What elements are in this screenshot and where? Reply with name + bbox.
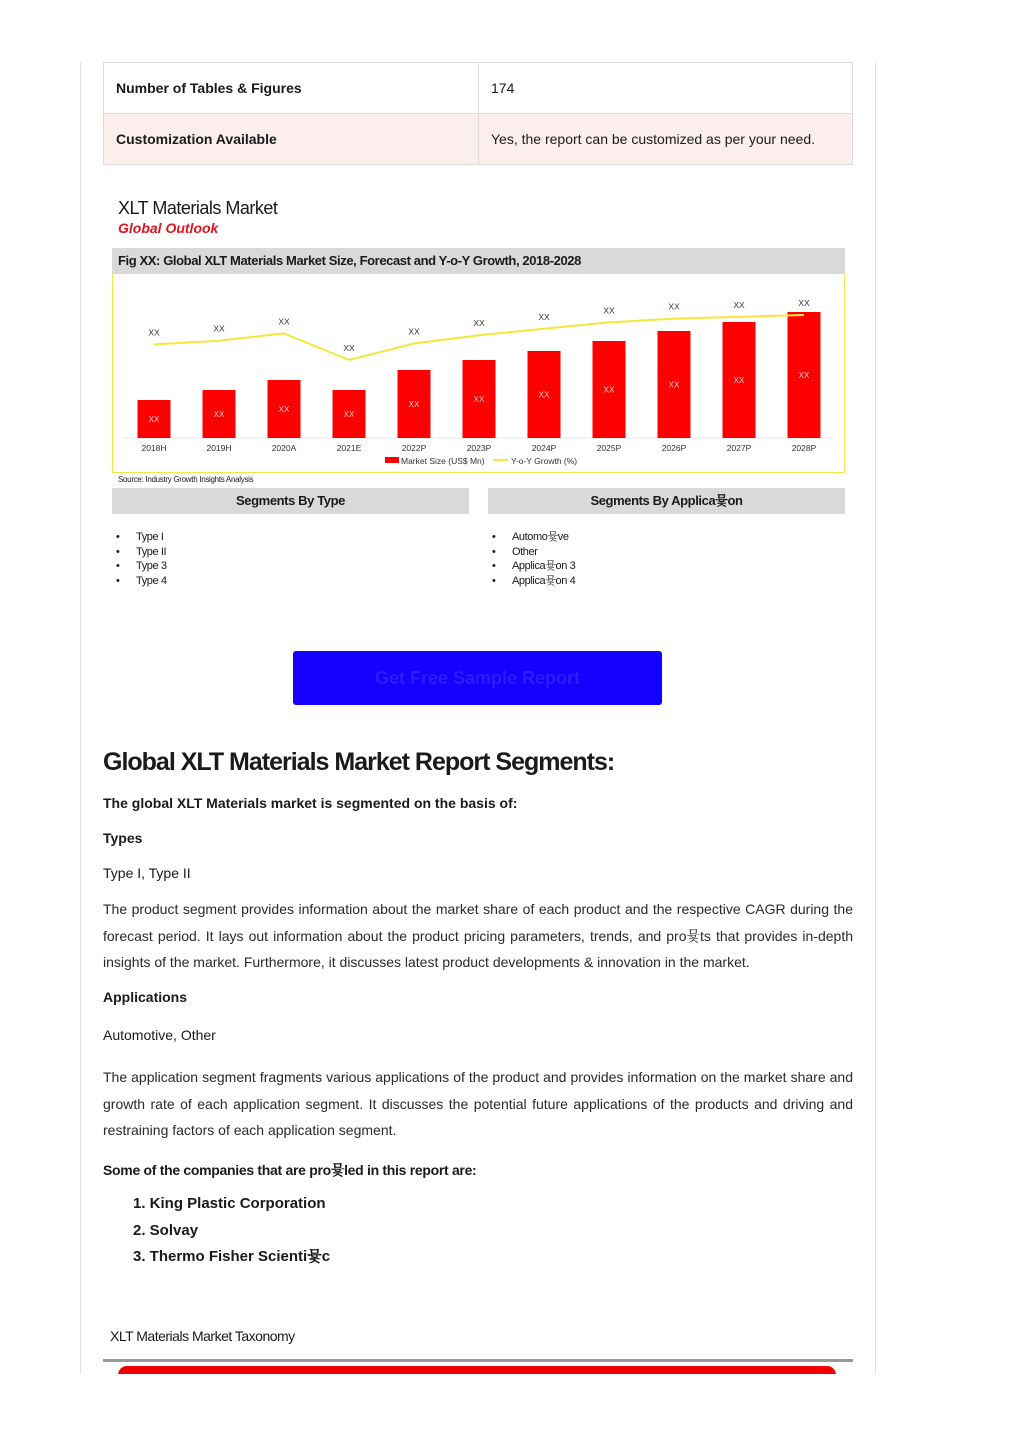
bar-data-label: XX (733, 376, 745, 385)
line-data-label: XX (213, 323, 225, 334)
types-description: The product segment provides information about the market share of each product and the respective CAGR during the forecast period. It lays out information about the product pricing parameters, trends, and pro뮻ts that provides in-depth insights of the market. Furthermore, it discusses latest product developments & innovation in the market. (103, 901, 853, 970)
list-item: • Type 3 (112, 559, 167, 574)
bar-data-label: XX (538, 390, 550, 400)
list-item: • Applica뮻on 4 (488, 574, 575, 589)
table-row (104, 114, 853, 165)
info-label: Number of Tables & Figures (104, 63, 479, 114)
type-segment-list (112, 530, 167, 588)
segments-by-type-heading: Segments By Type (112, 488, 469, 514)
line-data-label: XX (668, 301, 680, 312)
x-tick-label: 2028P (791, 443, 817, 453)
companies-list (133, 1191, 330, 1271)
info-value: Yes, the report can be customized as per your need. (479, 114, 853, 165)
bar-data-label: XX (148, 415, 160, 424)
x-tick-label: 2025P (596, 443, 622, 453)
bar-data-label: XX (213, 410, 225, 419)
legend-label: Y-o-Y Growth (%) (511, 456, 578, 466)
x-tick-label: 2022P (401, 443, 427, 453)
table-row (104, 63, 853, 114)
line-data-label: XX (538, 311, 550, 322)
list-item: • Automo뮻ve (488, 530, 575, 545)
figure-caption: Fig XX: Global XLT Materials Market Size, Forecast and Y-o-Y Growth, 2018-2028 (112, 248, 845, 273)
x-tick-label: 2020A (271, 443, 297, 453)
companies-heading: Some of the companies that are pro뮻led in this report are: (103, 1162, 477, 1178)
x-tick-label: 2023P (466, 443, 492, 453)
line-data-label: XX (473, 318, 485, 329)
list-item: 1. King Plastic Corporation (133, 1195, 326, 1212)
list-item: • Applica뮻on 3 (488, 559, 575, 574)
legend-label: Market Size (US$ Mn) (401, 456, 485, 466)
info-value: 174 (479, 63, 853, 114)
list-item: • Other (488, 545, 575, 560)
market-chart (112, 273, 845, 473)
outlook-title: XLT Materials Market (118, 198, 278, 218)
legend-swatch-bar (385, 457, 399, 463)
bar-data-label: XX (408, 400, 420, 409)
line-data-label: XX (278, 316, 290, 327)
types-heading: Types (103, 830, 143, 846)
taxonomy-divider (103, 1359, 853, 1362)
report-info-table (103, 62, 853, 165)
segments-intro: The global XLT Materials market is segmented on the basis of: (103, 795, 518, 811)
bar-data-label: XX (473, 395, 485, 404)
x-tick-label: 2027P (726, 443, 752, 453)
application-segment-list (488, 530, 575, 588)
line-data-label: XX (733, 299, 745, 310)
bar-data-label: XX (278, 405, 290, 414)
line-data-label: XX (343, 343, 355, 353)
types-list: Type I, Type II (103, 865, 191, 881)
list-item: 3. Thermo Fisher Scienti뮻c (133, 1248, 331, 1265)
x-tick-label: 2021E (336, 443, 362, 453)
bar-data-label: XX (798, 371, 810, 380)
chart-canvas (113, 274, 844, 472)
line-data-label: XX (798, 298, 810, 308)
segments-by-application-heading: Segments By Applica뮻on (488, 488, 845, 514)
list-item: • Type I (112, 530, 167, 545)
page-bottom (0, 1374, 1024, 1449)
applications-heading: Applications (103, 989, 188, 1005)
applications-description: The application segment fragments various applications of the product and provides information on the market share and growth rate of each application segment. It discusses the potential future applications of the products and driving and restraining factors of each application segment. (103, 1069, 853, 1138)
x-tick-label: 2018H (141, 443, 167, 453)
applications-list: Automotive, Other (103, 1027, 216, 1043)
x-tick-label: 2026P (661, 443, 687, 453)
x-tick-label: 2019H (206, 443, 232, 453)
line-data-label: XX (148, 327, 160, 338)
line-data-label: XX (408, 326, 420, 337)
list-item: • Type II (112, 545, 167, 560)
list-item: • Type 4 (112, 574, 167, 589)
x-tick-label: 2024P (531, 443, 557, 453)
get-free-sample-button[interactable]: Get Free Sample Report (293, 651, 662, 705)
outlook-subtitle: Global Outlook (118, 220, 219, 236)
bar-data-label: XX (668, 380, 680, 390)
bar-data-label: XX (603, 385, 615, 395)
page-title: Global XLT Materials Market Report Segments: (103, 748, 615, 776)
info-label: Customization Available (104, 114, 479, 165)
figure-source: Source: Industry Growth Insights Analysis (118, 475, 254, 484)
line-data-label: XX (603, 305, 615, 316)
bar-data-label: XX (343, 410, 355, 419)
taxonomy-heading: XLT Materials Market Taxonomy (110, 1328, 295, 1344)
list-item: 2. Solvay (133, 1221, 199, 1239)
